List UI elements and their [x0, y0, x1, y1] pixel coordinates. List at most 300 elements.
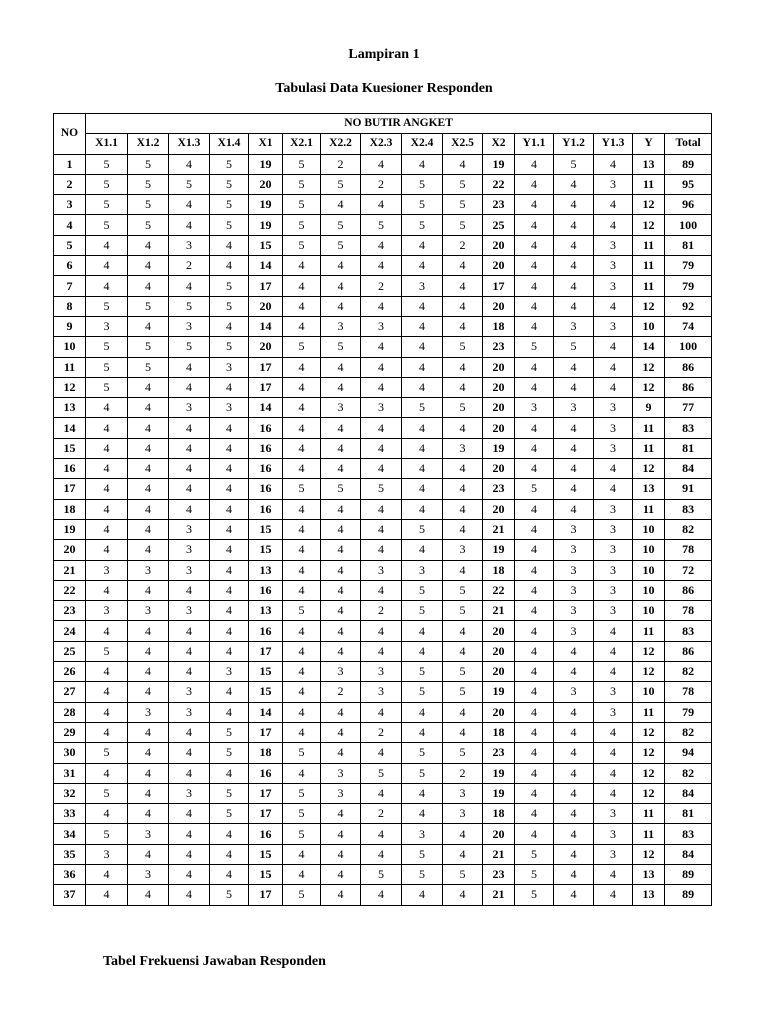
table-cell: 4 [210, 479, 249, 499]
table-cell: 4 [169, 722, 210, 742]
table-cell: 4 [515, 418, 554, 438]
table-cell: 3 [594, 174, 633, 194]
table-cell: 5 [321, 235, 361, 255]
table-cell: 5 [210, 215, 249, 235]
table-cell: 3 [554, 621, 594, 641]
table-cell: 4 [86, 398, 128, 418]
table-cell: 4 [402, 499, 443, 519]
table-cell: 4 [128, 418, 169, 438]
table-cell: 79 [665, 702, 712, 722]
table-cell: 5 [321, 215, 361, 235]
table-cell: 20 [483, 235, 515, 255]
table-cell: 4 [515, 296, 554, 316]
table-cell: 11 [633, 418, 665, 438]
row-number: 34 [54, 824, 86, 844]
table-cell: 5 [128, 215, 169, 235]
table-cell: 4 [443, 377, 483, 397]
table-row [54, 783, 712, 803]
table-cell: 12 [633, 783, 665, 803]
table-cell: 17 [249, 783, 283, 803]
table-cell: 4 [210, 235, 249, 255]
table-cell: 4 [210, 580, 249, 600]
table-cell: 4 [515, 560, 554, 580]
table-cell: 4 [283, 763, 321, 783]
table-cell: 23 [483, 337, 515, 357]
table-cell: 5 [515, 864, 554, 884]
table-cell: 19 [483, 783, 515, 803]
table-cell: 4 [210, 316, 249, 336]
table-cell: 4 [515, 195, 554, 215]
table-cell: 4 [321, 864, 361, 884]
table-cell: 4 [361, 459, 402, 479]
table-cell: 4 [321, 459, 361, 479]
table-cell: 4 [443, 560, 483, 580]
table-cell: 78 [665, 601, 712, 621]
table-cell: 4 [321, 885, 361, 905]
table-cell: 5 [210, 743, 249, 763]
table-cell: 11 [633, 438, 665, 458]
table-cell: 3 [128, 702, 169, 722]
table-cell: 20 [483, 459, 515, 479]
table-cell: 4 [443, 276, 483, 296]
table-cell: 4 [554, 235, 594, 255]
table-cell: 4 [515, 316, 554, 336]
table-cell: 5 [402, 174, 443, 194]
table-row [54, 195, 712, 215]
table-cell: 3 [169, 235, 210, 255]
table-cell: 81 [665, 438, 712, 458]
table-cell: 4 [594, 296, 633, 316]
table-cell: 15 [249, 682, 283, 702]
table-row [54, 296, 712, 316]
table-cell: 4 [210, 641, 249, 661]
table-cell: 4 [554, 459, 594, 479]
table-row [54, 844, 712, 864]
table-cell: 3 [169, 702, 210, 722]
table-cell: 89 [665, 154, 712, 174]
table-cell: 3 [169, 560, 210, 580]
table-cell: 22 [483, 580, 515, 600]
table-cell: 4 [361, 154, 402, 174]
table-row [54, 804, 712, 824]
table-cell: 10 [633, 316, 665, 336]
table-cell: 4 [361, 641, 402, 661]
table-cell: 12 [633, 763, 665, 783]
table-cell: 4 [515, 377, 554, 397]
table-cell: 4 [210, 256, 249, 276]
table-cell: 4 [86, 722, 128, 742]
table-cell: 19 [483, 763, 515, 783]
row-number: 17 [54, 479, 86, 499]
table-cell: 4 [321, 540, 361, 560]
table-cell: 5 [128, 195, 169, 215]
page-title: Lampiran 1 [348, 47, 420, 62]
table-cell: 5 [402, 215, 443, 235]
row-number: 36 [54, 864, 86, 884]
table-cell: 21 [483, 519, 515, 539]
table-cell: 4 [283, 499, 321, 519]
table-cell: 4 [321, 377, 361, 397]
table-cell: 5 [443, 682, 483, 702]
table-cell: 3 [321, 763, 361, 783]
table-cell: 4 [515, 662, 554, 682]
table-cell: 4 [443, 885, 483, 905]
table-cell: 4 [402, 885, 443, 905]
table-cell: 14 [249, 316, 283, 336]
table-cell: 5 [283, 479, 321, 499]
table-cell: 3 [321, 783, 361, 803]
table-cell: 3 [210, 398, 249, 418]
table-cell: 3 [594, 824, 633, 844]
table-cell: 4 [361, 702, 402, 722]
table-cell: 5 [86, 357, 128, 377]
table-cell: 5 [86, 337, 128, 357]
table-cell: 10 [633, 540, 665, 560]
table-cell: 20 [249, 174, 283, 194]
table-cell: 4 [443, 702, 483, 722]
row-number: 6 [54, 256, 86, 276]
table-row [54, 154, 712, 174]
table-cell: 5 [283, 154, 321, 174]
table-cell: 4 [402, 540, 443, 560]
table-row [54, 824, 712, 844]
table-cell: 4 [402, 377, 443, 397]
table-cell: 5 [402, 601, 443, 621]
column-header: X2 [483, 134, 515, 154]
row-number: 24 [54, 621, 86, 641]
table-cell: 18 [483, 560, 515, 580]
table-cell: 4 [402, 479, 443, 499]
row-number: 18 [54, 499, 86, 519]
table-cell: 12 [633, 641, 665, 661]
table-cell: 82 [665, 722, 712, 742]
table-cell: 4 [128, 398, 169, 418]
table-cell: 4 [443, 621, 483, 641]
table-cell: 4 [169, 479, 210, 499]
table-cell: 13 [633, 479, 665, 499]
table-row [54, 215, 712, 235]
table-cell: 19 [483, 154, 515, 174]
table-cell: 4 [361, 783, 402, 803]
table-cell: 5 [210, 722, 249, 742]
row-number: 28 [54, 702, 86, 722]
table-cell: 4 [402, 256, 443, 276]
table-cell: 4 [402, 316, 443, 336]
table-cell: 4 [86, 662, 128, 682]
row-number: 5 [54, 235, 86, 255]
table-cell: 4 [554, 743, 594, 763]
row-number: 10 [54, 337, 86, 357]
table-cell: 4 [515, 235, 554, 255]
row-number: 27 [54, 682, 86, 702]
table-cell: 92 [665, 296, 712, 316]
table-cell: 4 [169, 499, 210, 519]
table-cell: 3 [321, 316, 361, 336]
table-cell: 82 [665, 763, 712, 783]
table-cell: 4 [443, 418, 483, 438]
table-cell: 3 [169, 540, 210, 560]
table-cell: 4 [515, 722, 554, 742]
table-cell: 19 [483, 540, 515, 560]
table-cell: 13 [249, 601, 283, 621]
column-header: X2.4 [402, 134, 443, 154]
table-cell: 4 [321, 804, 361, 824]
table-cell: 10 [633, 519, 665, 539]
table-cell: 4 [554, 641, 594, 661]
table-cell: 4 [515, 682, 554, 702]
table-cell: 4 [283, 662, 321, 682]
table-cell: 19 [483, 682, 515, 702]
group-header: NO BUTIR ANGKET [86, 114, 712, 134]
table-row [54, 722, 712, 742]
column-header: X1 [249, 134, 283, 154]
table-cell: 4 [554, 702, 594, 722]
table-cell: 12 [633, 377, 665, 397]
row-number: 9 [54, 316, 86, 336]
table-cell: 23 [483, 479, 515, 499]
table-cell: 4 [86, 540, 128, 560]
table-cell: 18 [483, 804, 515, 824]
table-cell: 78 [665, 540, 712, 560]
table-cell: 4 [443, 296, 483, 316]
table-cell: 3 [169, 783, 210, 803]
table-cell: 3 [361, 662, 402, 682]
table-row [54, 662, 712, 682]
table-cell: 83 [665, 621, 712, 641]
table-cell: 5 [554, 337, 594, 357]
table-cell: 4 [594, 621, 633, 641]
table-cell: 4 [321, 296, 361, 316]
table-cell: 16 [249, 763, 283, 783]
table-cell: 4 [169, 864, 210, 884]
table-cell: 4 [86, 621, 128, 641]
table-cell: 18 [249, 743, 283, 763]
table-cell: 4 [283, 519, 321, 539]
table-cell: 3 [594, 499, 633, 519]
table-cell: 4 [169, 418, 210, 438]
table-cell: 4 [361, 438, 402, 458]
column-header: X2.5 [443, 134, 483, 154]
row-number: 35 [54, 844, 86, 864]
table-cell: 4 [594, 864, 633, 884]
table-cell: 4 [321, 824, 361, 844]
table-cell: 4 [86, 519, 128, 539]
row-number: 21 [54, 560, 86, 580]
row-number: 12 [54, 377, 86, 397]
table-cell: 5 [443, 174, 483, 194]
table-cell: 20 [483, 357, 515, 377]
table-cell: 2 [361, 722, 402, 742]
table-cell: 4 [283, 580, 321, 600]
row-number: 31 [54, 763, 86, 783]
table-cell: 4 [361, 337, 402, 357]
table-cell: 3 [594, 235, 633, 255]
table-cell: 3 [321, 662, 361, 682]
table-cell: 4 [361, 235, 402, 255]
table-cell: 5 [321, 479, 361, 499]
table-cell: 5 [86, 641, 128, 661]
table-cell: 4 [402, 438, 443, 458]
table-cell: 5 [169, 296, 210, 316]
column-header: Y [633, 134, 665, 154]
table-cell: 5 [402, 662, 443, 682]
table-row [54, 418, 712, 438]
table-cell: 4 [361, 743, 402, 763]
table-cell: 4 [361, 621, 402, 641]
table-cell: 25 [483, 215, 515, 235]
table-cell: 5 [283, 804, 321, 824]
table-cell: 5 [361, 215, 402, 235]
table-cell: 4 [283, 357, 321, 377]
table-cell: 4 [283, 377, 321, 397]
table-cell: 4 [554, 174, 594, 194]
table-cell: 95 [665, 174, 712, 194]
row-number: 16 [54, 459, 86, 479]
table-cell: 17 [483, 276, 515, 296]
table-cell: 4 [443, 519, 483, 539]
table-cell: 2 [321, 682, 361, 702]
table-cell: 4 [128, 499, 169, 519]
table-cell: 5 [443, 743, 483, 763]
table-cell: 4 [554, 296, 594, 316]
table-cell: 5 [210, 296, 249, 316]
table-cell: 4 [210, 519, 249, 539]
table-cell: 4 [321, 702, 361, 722]
table-cell: 15 [249, 519, 283, 539]
table-cell: 3 [594, 804, 633, 824]
table-body [54, 154, 712, 905]
table-cell: 11 [633, 824, 665, 844]
table-cell: 10 [633, 601, 665, 621]
table-cell: 3 [361, 682, 402, 702]
row-number: 15 [54, 438, 86, 458]
table-cell: 4 [128, 256, 169, 276]
table-cell: 4 [402, 459, 443, 479]
table-cell: 20 [483, 398, 515, 418]
table-cell: 5 [283, 195, 321, 215]
table-cell: 4 [169, 804, 210, 824]
table-cell: 11 [633, 499, 665, 519]
table-cell: 4 [321, 743, 361, 763]
table-cell: 4 [210, 682, 249, 702]
table-cell: 3 [210, 357, 249, 377]
table-cell: 4 [402, 296, 443, 316]
table-row [54, 316, 712, 336]
row-number: 25 [54, 641, 86, 661]
table-cell: 21 [483, 601, 515, 621]
row-number: 33 [54, 804, 86, 824]
table-cell: 4 [128, 519, 169, 539]
table-cell: 89 [665, 885, 712, 905]
table-row [54, 560, 712, 580]
table-cell: 4 [210, 438, 249, 458]
table-cell: 4 [443, 722, 483, 742]
table-cell: 4 [515, 519, 554, 539]
table-cell: 20 [483, 296, 515, 316]
table-cell: 12 [633, 459, 665, 479]
table-cell: 96 [665, 195, 712, 215]
table-cell: 5 [283, 337, 321, 357]
table-cell: 4 [210, 499, 249, 519]
table-cell: 4 [86, 702, 128, 722]
table-cell: 5 [515, 844, 554, 864]
row-number: 37 [54, 885, 86, 905]
table-cell: 4 [210, 621, 249, 641]
table-cell: 4 [594, 154, 633, 174]
table-cell: 78 [665, 682, 712, 702]
table-cell: 86 [665, 641, 712, 661]
table-cell: 3 [594, 256, 633, 276]
no-header: NO [54, 114, 86, 155]
table-cell: 15 [249, 864, 283, 884]
table-cell: 4 [86, 235, 128, 255]
table-cell: 4 [169, 357, 210, 377]
column-header: X1.1 [86, 134, 128, 154]
table-cell: 5 [443, 337, 483, 357]
table-cell: 5 [402, 864, 443, 884]
table-cell: 5 [210, 804, 249, 824]
row-number: 2 [54, 174, 86, 194]
table-cell: 3 [515, 398, 554, 418]
table-cell: 4 [321, 641, 361, 661]
table-cell: 12 [633, 662, 665, 682]
table-row [54, 601, 712, 621]
table-cell: 3 [402, 824, 443, 844]
table-cell: 4 [210, 601, 249, 621]
table-cell: 4 [283, 682, 321, 702]
table-cell: 4 [128, 722, 169, 742]
table-cell: 4 [86, 459, 128, 479]
row-number: 22 [54, 580, 86, 600]
table-cell: 4 [594, 215, 633, 235]
table-cell: 4 [515, 215, 554, 235]
table-cell: 3 [361, 398, 402, 418]
table-cell: 5 [283, 601, 321, 621]
table-cell: 20 [483, 499, 515, 519]
table-cell: 5 [361, 864, 402, 884]
table-cell: 4 [594, 722, 633, 742]
table-cell: 14 [249, 398, 283, 418]
table-cell: 4 [594, 459, 633, 479]
table-cell: 13 [633, 154, 665, 174]
table-cell: 2 [361, 276, 402, 296]
table-row [54, 235, 712, 255]
table-cell: 5 [515, 885, 554, 905]
table-cell: 3 [402, 276, 443, 296]
table-cell: 20 [483, 641, 515, 661]
table-cell: 81 [665, 235, 712, 255]
table-cell: 5 [402, 519, 443, 539]
table-cell: 4 [554, 256, 594, 276]
table-cell: 4 [402, 804, 443, 824]
table-row [54, 763, 712, 783]
table-cell: 17 [249, 722, 283, 742]
table-cell: 5 [210, 337, 249, 357]
table-row [54, 702, 712, 722]
table-cell: 4 [515, 743, 554, 763]
table-cell: 4 [594, 641, 633, 661]
table-cell: 5 [86, 824, 128, 844]
table-cell: 16 [249, 479, 283, 499]
table-cell: 3 [594, 438, 633, 458]
table-cell: 5 [283, 885, 321, 905]
table-cell: 4 [86, 804, 128, 824]
row-number: 23 [54, 601, 86, 621]
table-cell: 12 [633, 215, 665, 235]
table-cell: 5 [283, 824, 321, 844]
table-cell: 4 [321, 580, 361, 600]
table-cell: 4 [210, 377, 249, 397]
